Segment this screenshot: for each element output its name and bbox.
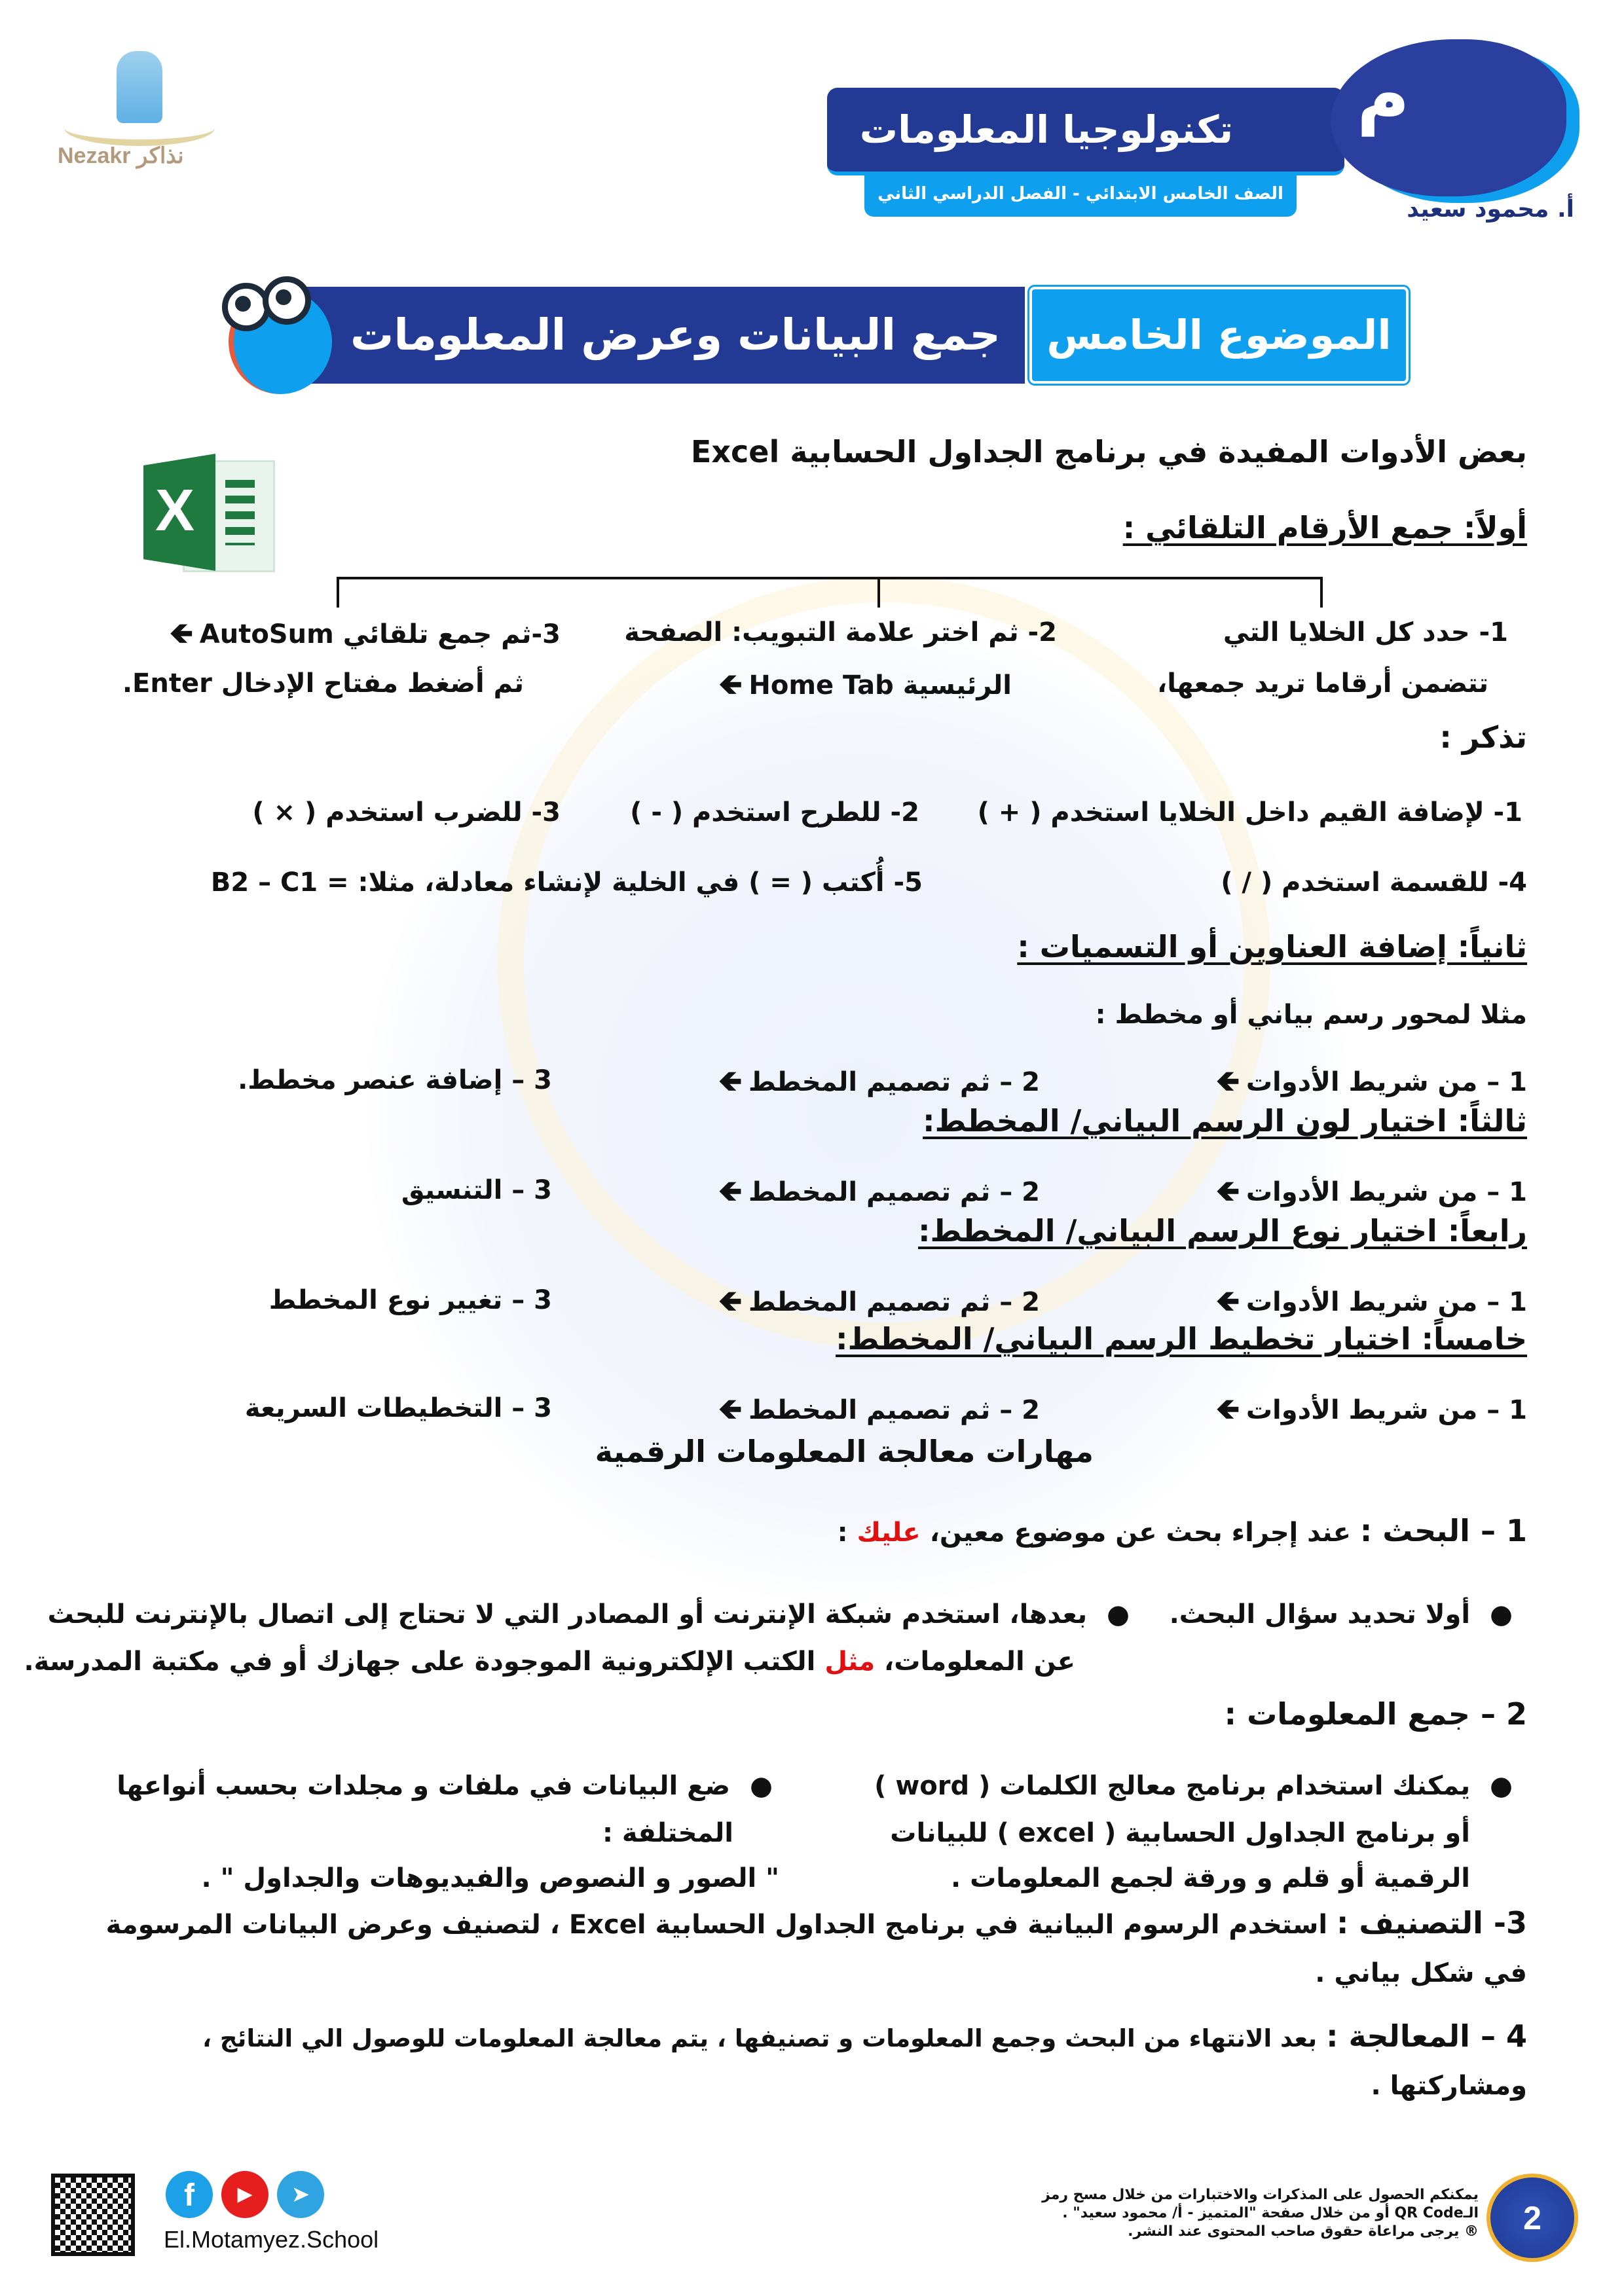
arrow-left-icon: 🡸 xyxy=(718,1393,742,1426)
footer-note-l1: يمكنكم الحصول على المذكرات والاختبارات من خلال مسح رمز xyxy=(1042,2187,1479,2203)
step-text: 2 – ثم تصميم المخطط xyxy=(748,1177,1040,1207)
collect-bullet2-l3: " الصور و النصوص والفيديوهات والجداول " . xyxy=(201,1863,779,1893)
excel-icon: X xyxy=(143,454,271,571)
arrow-left-icon: 🡸 xyxy=(1216,1393,1240,1426)
bracket-right xyxy=(1320,577,1323,608)
telegram-icon[interactable]: ➤ xyxy=(277,2171,324,2218)
classify-cont: في شكل بياني . xyxy=(1315,1958,1527,1988)
collect-title: 2 – جمع المعلومات : xyxy=(1224,1696,1527,1732)
nezakr-logo-text: Nezakr نذاكر xyxy=(58,143,184,168)
section-5-heading: خامساً: اختيار تخطيط الرسم البياني/ المخطط: xyxy=(836,1321,1527,1357)
section-3-step1 xyxy=(1209,1175,1527,1209)
classify-line xyxy=(106,1905,1527,1941)
section-3-step3: 3 – التنسيق xyxy=(401,1175,552,1205)
social-handle[interactable]: El.Motamyez.School xyxy=(164,2226,379,2253)
section-2-note: مثلا لمحور رسم بياني أو مخطط : xyxy=(1095,1000,1527,1030)
bullet-text: عن المعلومات، xyxy=(884,1647,1075,1677)
classify-text: استخدم الرسوم البيانية في برنامج الجداول الحسابية Excel ، لتصنيف وعرض البيانات المرسومة xyxy=(105,1910,1328,1940)
search-line xyxy=(838,1513,1527,1549)
autosum-heading: أولاً: جمع الأرقام التلقائي : xyxy=(1122,510,1527,545)
remember-item-equation: 5- أُكتب ( = ) في الخلية لإنشاء معادلة، مثلا: = B2 – C1 xyxy=(210,867,923,898)
search-highlight: عليك xyxy=(857,1518,921,1548)
step-text: 2 – ثم تصميم المخطط xyxy=(748,1287,1040,1317)
arrow-left-icon: 🡸 xyxy=(1216,1175,1240,1208)
subject-title-bar xyxy=(827,88,1344,175)
arrow-left-icon: 🡸 xyxy=(170,617,193,650)
arrow-left-icon: 🡸 xyxy=(1216,1285,1240,1318)
search-bullet1 xyxy=(1170,1599,1513,1630)
remember-item-divide: 4- للقسمة استخدم ( / ) xyxy=(1221,867,1527,898)
collect-bullet2-l1 xyxy=(117,1770,773,1802)
collect-bullet1-l2: أو برنامج الجداول الحسابية ( excel ) للبيانات xyxy=(890,1818,1470,1848)
topic-title-bar xyxy=(300,287,1025,384)
page-number: 2 xyxy=(1523,2199,1541,2236)
bullet-icon: ● xyxy=(1490,1771,1513,1801)
section-4-step2 xyxy=(712,1285,1040,1319)
autosum-step1-line2: تتضمن أرقاما تريد جمعها، xyxy=(1157,668,1488,699)
bracket-horizontal xyxy=(337,577,1323,579)
process-text: بعد الانتهاء من البحث وجمع المعلومات و تصنيفها ، يتم معالجة المعلومات للوصول الي النتائج ، xyxy=(202,2024,1318,2052)
topic-label: الموضوع الخامس xyxy=(1046,311,1392,359)
search-title: 1 – البحث : xyxy=(1359,1513,1527,1548)
bullet-icon: ● xyxy=(750,1771,773,1801)
step3-line1-text: 3-ثم جمع تلقائي AutoSum xyxy=(199,619,561,649)
teacher-name: أ. محمود سعيد xyxy=(1407,196,1574,223)
collect-bullet1-l1 xyxy=(874,1770,1513,1802)
search-text: عند إجراء بحث عن موضوع معين، xyxy=(929,1518,1351,1548)
bracket-left xyxy=(337,577,339,608)
page-number-badge xyxy=(1486,2174,1578,2262)
remember-item-add: 1- لإضافة القيم داخل الخلايا استخدم ( + ) xyxy=(977,797,1522,828)
section-2-step1 xyxy=(1209,1065,1527,1099)
bullet-highlight: مثل xyxy=(824,1647,876,1677)
brand-logo-text: م xyxy=(1357,52,1410,136)
collect-bullet1-l3: الرقمية أو قلم و ورقة لجمع المعلومات . xyxy=(950,1863,1470,1893)
section-3-step2 xyxy=(712,1175,1040,1209)
section-5-step3: 3 – التخطيطات السريعة xyxy=(244,1393,552,1423)
arrow-left-icon: 🡸 xyxy=(718,1285,742,1318)
arrow-left-icon: 🡸 xyxy=(718,1175,742,1208)
bullet-icon: ● xyxy=(1107,1599,1130,1630)
autosum-step2-line1: 2- ثم اختر علامة التبويب: الصفحة xyxy=(624,617,1057,647)
grade-subtitle: الصف الخامس الابتدائي - الفصل الدراسي الثاني xyxy=(877,184,1283,204)
search-colon: : xyxy=(837,1518,848,1548)
remember-item-multiply: 3- للضرب استخدم ( × ) xyxy=(252,797,561,828)
step-text: 1 – من شريط الأدوات xyxy=(1246,1395,1527,1425)
bullet-text: أولا تحديد سؤال البحث. xyxy=(1169,1599,1471,1630)
section-5-step1 xyxy=(1209,1393,1527,1427)
section-4-heading: رابعاً: اختيار نوع الرسم البياني/ المخطط: xyxy=(918,1213,1527,1248)
intro-heading: بعض الأدوات المفيدة في برنامج الجداول الحسابية Excel xyxy=(690,434,1527,469)
owl-icon xyxy=(217,263,329,395)
brand-logo xyxy=(1318,39,1573,203)
autosum-step2-line2 xyxy=(712,668,1012,702)
nezakr-logo xyxy=(51,51,234,175)
autosum-step3-line2: ثم أضغط مفتاح الإدخال Enter. xyxy=(122,668,524,699)
arrow-left-icon: 🡸 xyxy=(1216,1065,1240,1098)
process-title: 4 – المعالجة : xyxy=(1326,2018,1527,2054)
section-2-step3: 3 – إضافة عنصر مخطط. xyxy=(238,1065,552,1095)
search-bullet2-cont xyxy=(24,1646,1075,1677)
arrow-left-icon: 🡸 xyxy=(718,668,743,701)
search-bullet2 xyxy=(48,1599,1130,1630)
bullet-text: ضع البيانات في ملفات و مجلدات بحسب أنواعها xyxy=(117,1771,731,1801)
bracket-middle xyxy=(877,577,880,608)
section-3-heading: ثالثاً: اختيار لون الرسم البياني/ المخطط: xyxy=(923,1103,1527,1139)
youtube-icon[interactable]: ▶ xyxy=(221,2171,268,2218)
topic-title: جمع البيانات وعرض المعلومات xyxy=(350,310,1001,360)
qr-code xyxy=(51,2174,135,2256)
remember-item-subtract: 2- للطرح استخدم ( - ) xyxy=(630,797,919,828)
grade-subtitle-bar xyxy=(864,172,1297,217)
section-2-heading: ثانياً: إضافة العناوين أو التسميات : xyxy=(1017,929,1527,964)
step-text: 1 – من شريط الأدوات xyxy=(1246,1067,1527,1097)
process-line xyxy=(202,2018,1527,2054)
process-cont: ومشاركتها . xyxy=(1371,2071,1527,2101)
autosum-step3-line1 xyxy=(163,617,561,651)
footer-note-l2: الـQR Code أو من خلال صفحة "المتميز - أ/ محمود سعيد" . xyxy=(1062,2205,1479,2221)
step-text: 2 – ثم تصميم المخطط xyxy=(748,1067,1040,1097)
section-4-step1 xyxy=(1209,1285,1527,1319)
section-4-step3: 3 – تغيير نوع المخطط xyxy=(268,1285,552,1315)
footer-note-l3: ® يرجى مراعاة حقوق صاحب المحتوى عند النشر. xyxy=(1128,2223,1479,2240)
subject-title: تكنولوجيا المعلومات xyxy=(859,107,1234,152)
bullet-text: بعدها، استخدم شبكة الإنترنت أو المصادر التي لا تحتاج إلى اتصال بالإنترنت للبحث xyxy=(47,1599,1088,1630)
facebook-icon[interactable]: f xyxy=(166,2171,213,2218)
bullet-text: الكتب الإلكترونية الموجودة على جهازك أو في مكتبة المدرسة. xyxy=(24,1647,816,1677)
step-text: 1 – من شريط الأدوات xyxy=(1246,1287,1527,1317)
arrow-left-icon: 🡸 xyxy=(718,1065,742,1098)
book-icon xyxy=(64,110,215,146)
skills-heading: مهارات معالجة المعلومات الرقمية xyxy=(595,1434,1094,1469)
bullet-icon: ● xyxy=(1490,1599,1513,1630)
collect-bullet2-l2: المختلفة : xyxy=(602,1818,733,1848)
section-5-step2 xyxy=(712,1393,1040,1427)
bullet-text: يمكنك استخدام برنامج معالج الكلمات ( word ) xyxy=(874,1771,1471,1801)
classify-title: 3- التصنيف : xyxy=(1336,1905,1527,1941)
step-text: 2 – ثم تصميم المخطط xyxy=(748,1395,1040,1425)
step-text: 1 – من شريط الأدوات xyxy=(1246,1177,1527,1207)
step2-line2-text: الرئيسية Home Tab xyxy=(748,670,1012,701)
autosum-step1-line1: 1- حدد كل الخلايا التي xyxy=(1223,617,1508,647)
topic-label-box xyxy=(1029,287,1409,384)
remember-heading: تذكر : xyxy=(1439,720,1527,755)
section-2-step2 xyxy=(712,1065,1040,1099)
